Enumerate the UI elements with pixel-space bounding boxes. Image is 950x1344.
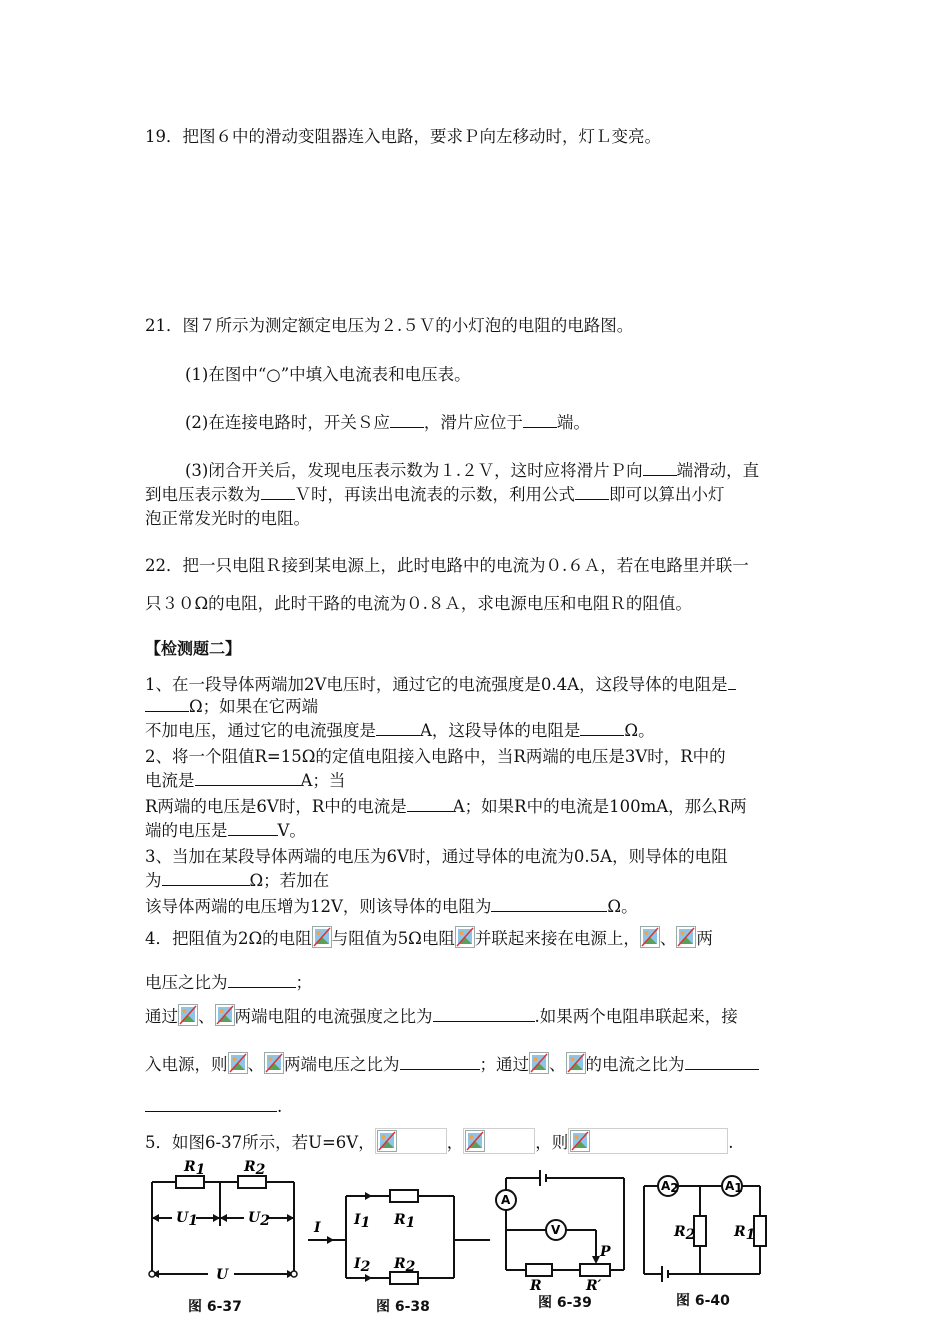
label-r2: R2 [244, 1159, 266, 1178]
answer-blank [400, 1055, 480, 1070]
answer-blank [433, 1007, 535, 1022]
answer-blank [162, 871, 250, 886]
label-p: P [600, 1244, 611, 1260]
check-question-4-line-1: 4．把阻值为2Ω的电阻 与阻值为5Ω电阻 并联起来接在电源上， 、 两 [145, 926, 810, 950]
broken-image-icon [455, 926, 475, 948]
label-r1: R1 [394, 1212, 416, 1231]
label-r1: R1 [184, 1159, 206, 1178]
check-question-4-line-3: 通过 、 两端电阻的电流强度之比为 .如果两个电阻串联起来，接 [145, 1004, 810, 1028]
label-i: I [314, 1220, 321, 1236]
label-r: R [530, 1278, 542, 1292]
broken-image-icon [264, 1052, 284, 1074]
label-u: U [216, 1267, 229, 1283]
answer-blank [376, 721, 420, 736]
broken-image-icon [228, 1052, 248, 1074]
answer-blank [195, 771, 301, 786]
check-question-3-line-2: 为 Ω；若加在 [145, 871, 330, 890]
figure-6-39-caption: 图 6-39 [538, 1295, 592, 1311]
figure-6-39-circuit [488, 1164, 636, 1292]
label-i1: I1 [354, 1212, 371, 1231]
figure-6-38-caption: 图 6-38 [376, 1299, 430, 1315]
answer-blank [228, 821, 278, 836]
question-21-part-3-line-1: (3)闭合开关后，发现电压表示数为１.２Ｖ，这时应将滑片Ｐ向 端滑动，直 [185, 461, 760, 480]
question-21-part-3-line-2: 到电压表示数为 Ｖ时，再读出电流表的示数，利用公式 即可以算出小灯 [145, 485, 725, 504]
answer-blank [407, 797, 453, 812]
figure-6-37-caption: 图 6-37 [188, 1299, 242, 1315]
answer-blank [523, 413, 557, 428]
question-21-stem: 21．图７所示为测定额定电压为２.５Ｖ的小灯泡的电阻的电路图。 [145, 316, 634, 335]
broken-image-icon [570, 1130, 590, 1152]
check-question-2-line-3: R两端的电压是6V时，R中的电流是 A；如果R中的电流是100mA，那么R两 [145, 797, 747, 816]
check-question-2-line-2: 电流是 A；当 [145, 771, 346, 790]
figure-6-38-circuit [306, 1178, 496, 1293]
label-u1: U1 [176, 1210, 198, 1229]
broken-image-icon [529, 1052, 549, 1074]
voltmeter-label: V [551, 1223, 561, 1237]
broken-image-icon [215, 1004, 235, 1026]
label-u2: U2 [248, 1210, 270, 1229]
answer-blank [643, 461, 677, 476]
check-question-3-line-1: 3、当加在某段导体两端的电压为6V时，通过导体的电流为0.5A，则导体的电阻 [145, 847, 728, 866]
check-question-1-line-3: 不加电压，通过它的电流强度是 A，这段导体的电阻是 Ω。 [145, 721, 655, 740]
check-question-1-line-2: Ω；如果在它两端 [145, 696, 810, 718]
broken-image-icon [377, 1130, 397, 1152]
check-question-4-line-5: . [145, 1096, 810, 1118]
check-question-4-line-2: 电压之比为 ； [145, 973, 312, 992]
answer-blank [145, 1097, 277, 1112]
check-question-3-line-3: 该导体两端的电压增为12V，则该导体的电阻为 Ω。 [145, 897, 638, 916]
answer-blank [580, 721, 624, 736]
question-19: 19．把图６中的滑动变阻器连入电路，要求Ｐ向左移动时，灯Ｌ变亮。 [145, 127, 661, 146]
broken-image-icon [312, 926, 332, 948]
image-placeholder [375, 1128, 447, 1154]
label-r2: R2 [394, 1256, 416, 1275]
question-21-part-2: (2)在连接电路时，开关Ｓ应 ，滑片应位于 端。 [185, 413, 590, 432]
section-title: 【检测题二】 [145, 639, 242, 658]
label-r2: R2 [674, 1224, 696, 1243]
ammeter-a1-label: A1 [725, 1179, 743, 1195]
broken-image-icon [676, 926, 696, 948]
label-r-prime: R′ [586, 1278, 602, 1292]
check-question-5: 5．如图6-37所示，若U=6V， ， ，则 . [145, 1128, 810, 1154]
check-question-1-line-1: 1、在一段导体两端加2V电压时，通过它的电流强度是0.4A，这段导体的电阻是 [145, 674, 810, 696]
image-placeholder [568, 1128, 728, 1154]
image-placeholder [463, 1128, 535, 1154]
ammeter-a2-label: A2 [661, 1179, 679, 1195]
question-21-part-3-line-3: 泡正常发光时的电阻。 [145, 509, 310, 528]
answer-blank [685, 1055, 759, 1070]
label-r1: R1 [734, 1224, 756, 1243]
check-question-2-line-4: 端的电压是 V。 [145, 821, 306, 840]
broken-image-icon [465, 1130, 485, 1152]
question-22-line-1: 22．把一只电阻Ｒ接到某电源上，此时电路中的电流为０.６Ａ，若在电路里并联一 [145, 556, 749, 575]
question-22-line-2: 只３０Ω的电阻，此时干路的电流为０.８Ａ，求电源电压和电阻Ｒ的阻值。 [145, 594, 692, 613]
figure-6-40-circuit [636, 1166, 776, 1286]
answer-blank [261, 485, 295, 500]
answer-blank [145, 697, 189, 712]
answer-blank [228, 973, 296, 988]
figure-6-40-caption: 图 6-40 [676, 1293, 730, 1309]
ammeter-label: A [501, 1193, 511, 1207]
check-question-4-line-4: 入电源，则 、 两端电压之比为 ；通过 、 的电流之比为 [145, 1052, 810, 1076]
check-question-2-line-1: 2、将一个阻值R=15Ω的定值电阻接入电路中，当R两端的电压是3V时，R中的 [145, 747, 726, 766]
answer-blank [491, 897, 607, 912]
question-21-part-1: (1)在图中“○”中填入电流表和电压表。 [185, 365, 471, 384]
answer-blank [728, 675, 736, 690]
broken-image-icon [640, 926, 660, 948]
answer-blank [390, 413, 424, 428]
broken-image-icon [566, 1052, 586, 1074]
label-i2: I2 [354, 1256, 371, 1275]
broken-image-icon [178, 1004, 198, 1026]
figure-6-37-circuit [140, 1158, 310, 1293]
answer-blank [575, 485, 609, 500]
